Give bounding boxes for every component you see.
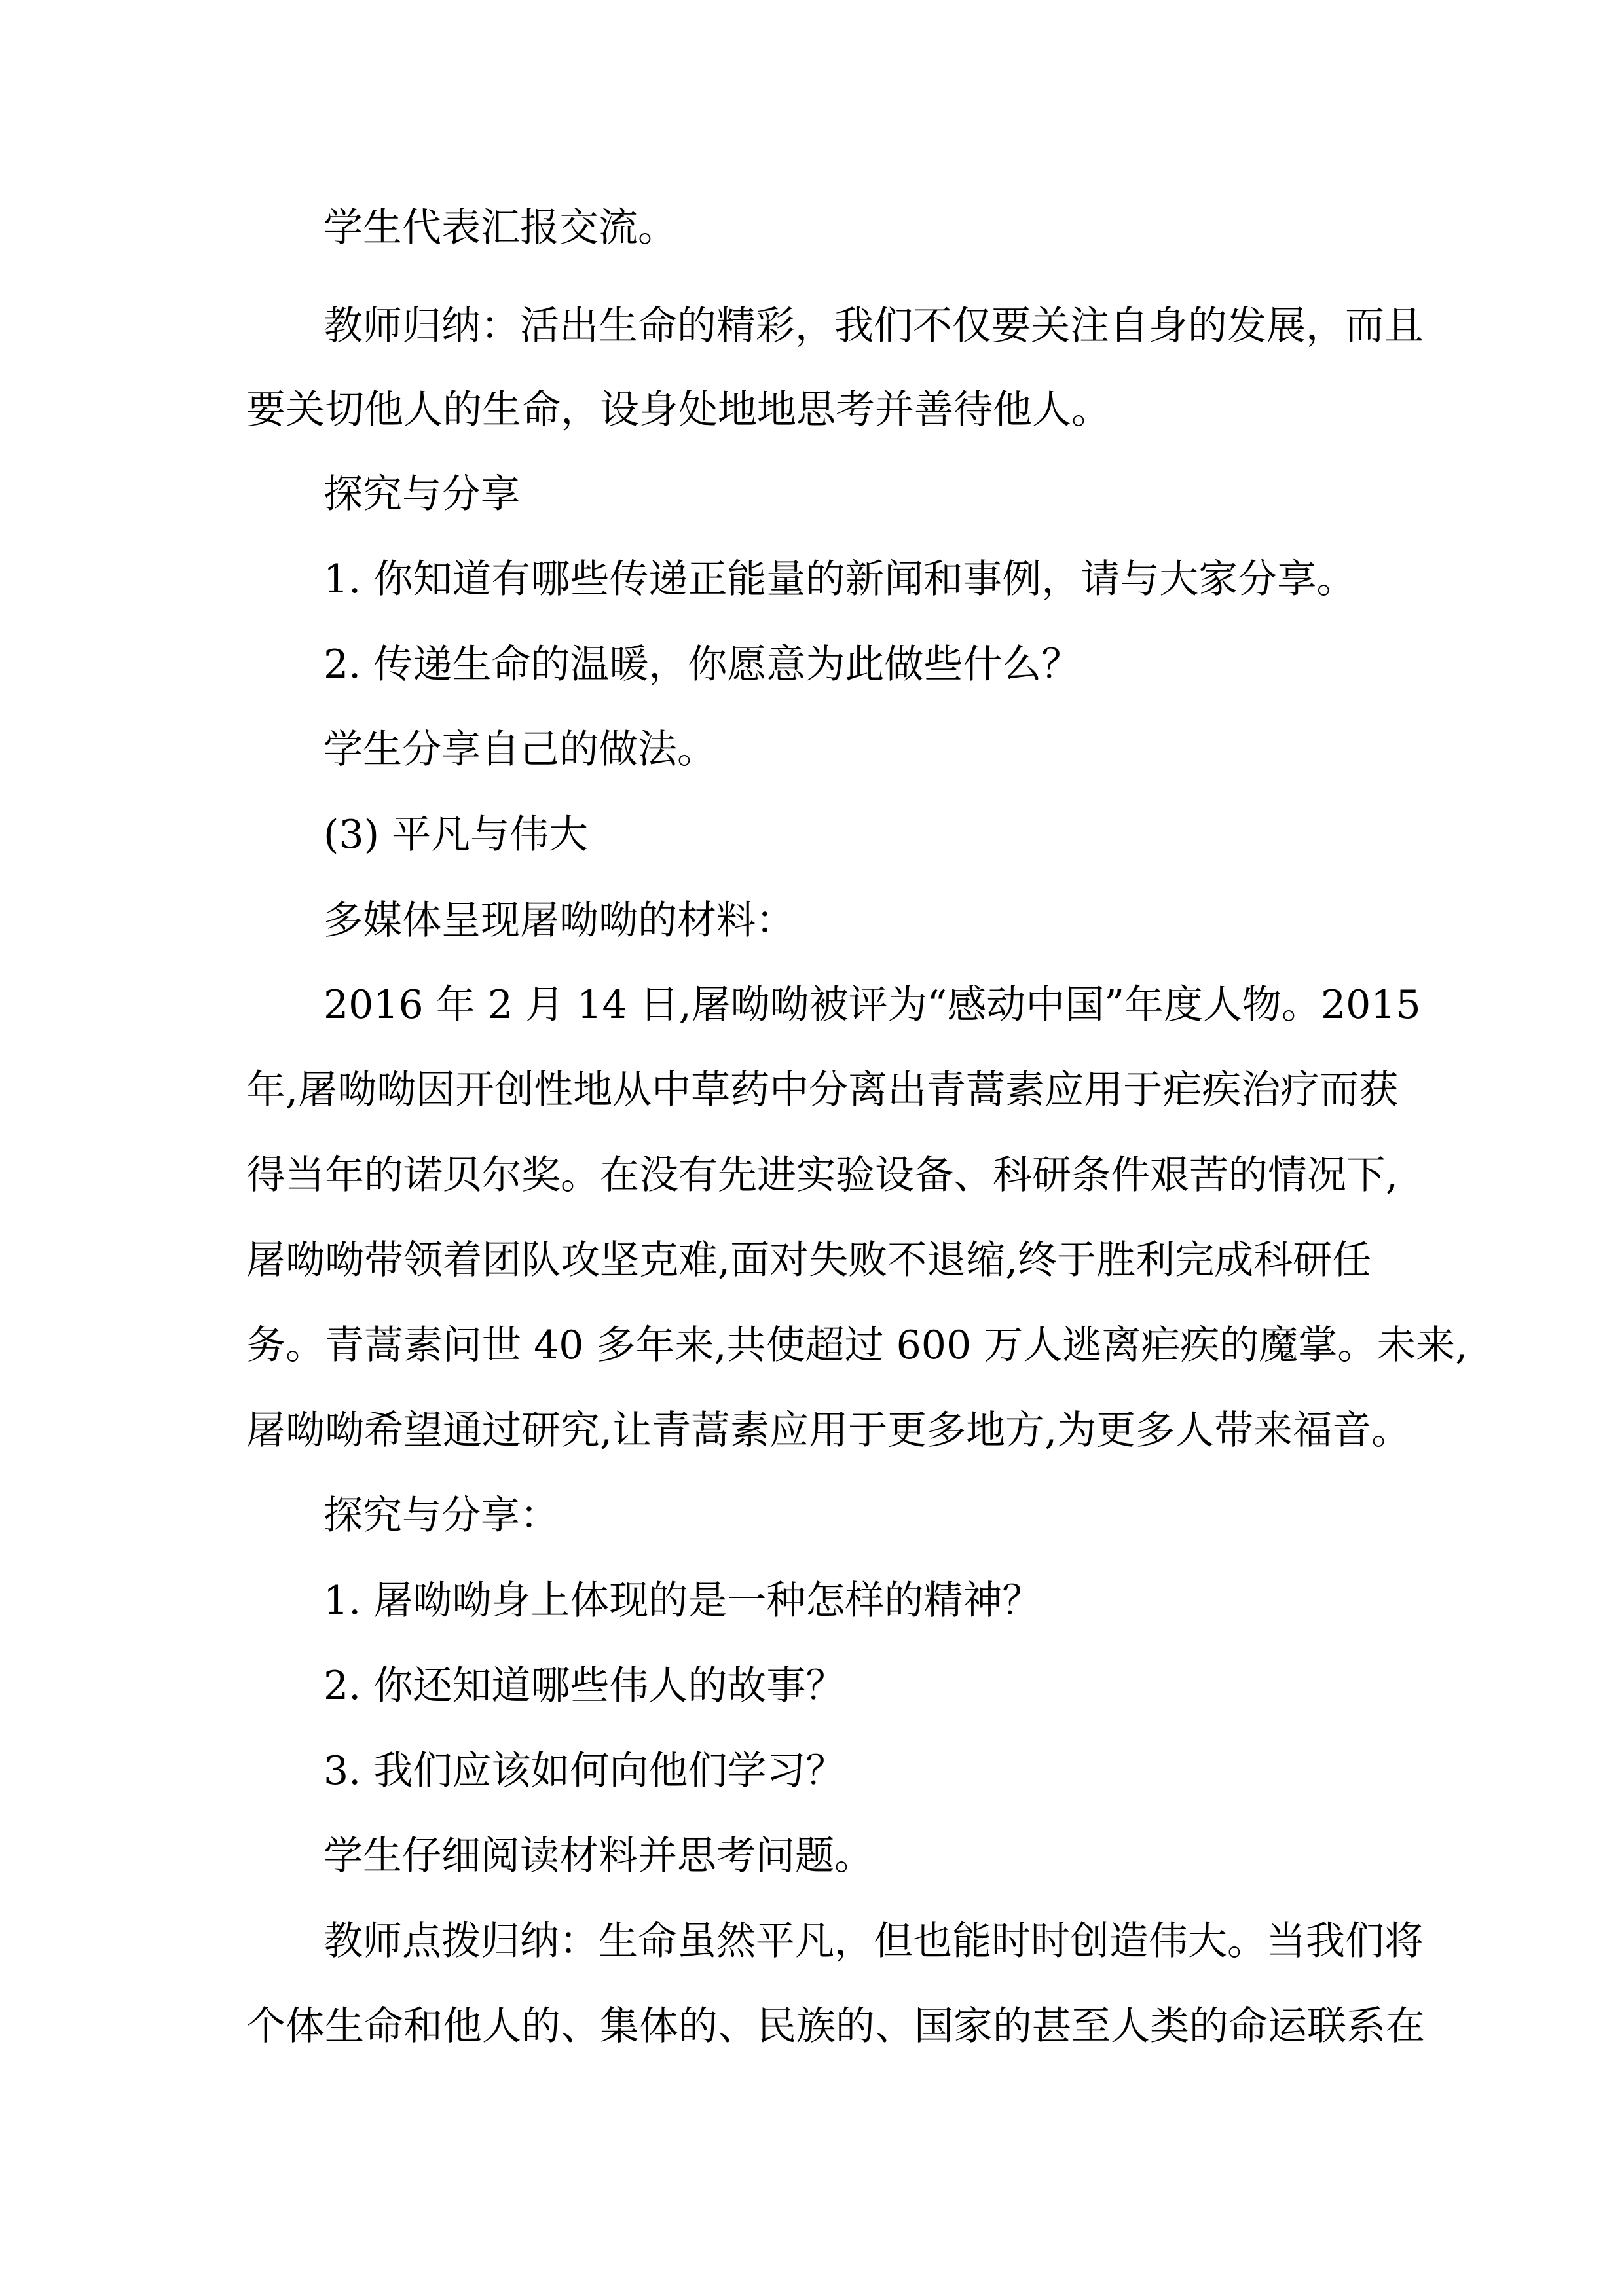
text-line: 屠呦呦带领着团队攻坚克难,面对失败不退缩,终于胜利完成科研任 (246, 1237, 1372, 1283)
text-line: 学生分享自己的做法。 (323, 727, 716, 773)
text-line: 探究与分享： (323, 1493, 559, 1539)
text-line: 3. 我们应该如何向他们学习？ (323, 1748, 845, 1794)
text-line: (3) 平凡与伟大 (323, 812, 589, 858)
text-line: 1. 屠呦呦身上体现的是一种怎样的精神？ (323, 1578, 1042, 1624)
text-line: 年,屠呦呦因开创性地从中草药中分离出青蒿素应用于疟疾治疗而获 (246, 1067, 1399, 1113)
text-line: 2. 你还知道哪些伟人的故事？ (323, 1663, 845, 1709)
text-line: 2. 传递生命的温暖，你愿意为此做些什么？ (323, 642, 1081, 687)
text-line: 教师归纳：活出生命的精彩，我们不仅要关注自身的发展，而且 (323, 303, 1424, 349)
text-line: 务。青蒿素问世 40 多年来,共使超过 600 万人逃离疟疾的魔掌。未来, (246, 1322, 1468, 1368)
text-line: 多媒体呈现屠呦呦的材料： (323, 898, 795, 943)
text-line: 1. 你知道有哪些传递正能量的新闻和事例，请与大家分享。 (323, 556, 1356, 602)
text-line: 2016 年 2 月 14 日,屠呦呦被评为“感动中国”年度人物。2015 (323, 982, 1421, 1028)
text-line: 学生仔细阅读材料并思考问题。 (323, 1833, 874, 1879)
text-line: 要关切他人的生命，设身处地地思考并善待他人。 (246, 387, 1111, 433)
text-line: 教师点拨归纳：生命虽然平凡，但也能时时创造伟大。当我们将 (323, 1918, 1424, 1964)
text-line: 得当年的诺贝尔奖。在没有先进实验设备、科研条件艰苦的情况下, (246, 1152, 1399, 1198)
text-line: 探究与分享 (323, 471, 520, 517)
text-line: 学生代表汇报交流。 (323, 205, 677, 251)
text-line: 个体生命和他人的、集体的、民族的、国家的甚至人类的命运联系在 (246, 2003, 1425, 2049)
text-line: 屠呦呦希望通过研究,让青蒿素应用于更多地方,为更多人带来福音。 (246, 1408, 1411, 1453)
